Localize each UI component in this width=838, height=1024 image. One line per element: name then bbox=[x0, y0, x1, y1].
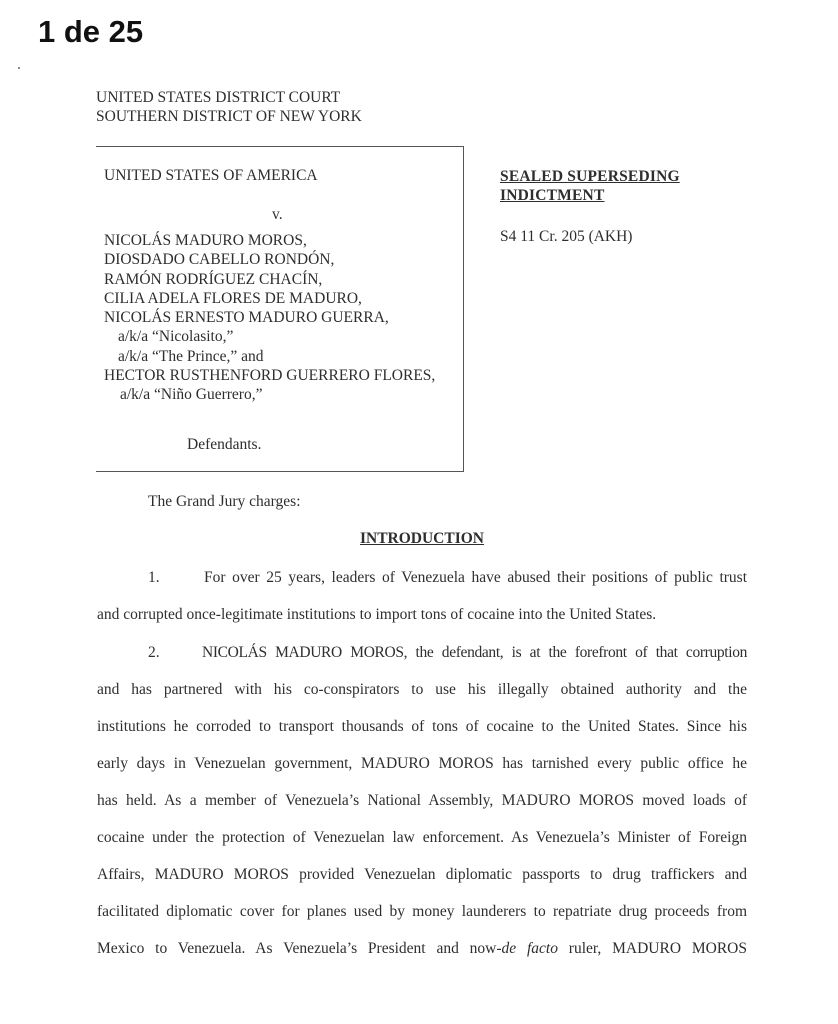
court-line: UNITED STATES DISTRICT COURT bbox=[96, 89, 341, 106]
italic-term: de facto bbox=[501, 940, 558, 957]
paragraph-line: NICOLÁS MADURO MOROS, the defendant, is at the forefront of that corruption bbox=[202, 644, 747, 661]
case-number: S4 11 Cr. 205 (AKH) bbox=[500, 228, 633, 245]
page-indicator: 1 de 25 bbox=[38, 14, 144, 49]
plaintiff: UNITED STATES OF AMERICA bbox=[104, 167, 318, 184]
defendant-line: NICOLÁS MADURO MOROS, bbox=[104, 232, 307, 249]
section-heading-text: INTRODUCTION bbox=[359, 530, 484, 547]
paragraph-line: Affairs, MADURO MOROS provided Venezuelan diplomatic passports to drug traffickers and bbox=[97, 866, 747, 883]
defendant-line: RAMÓN RODRÍGUEZ CHACÍN, bbox=[104, 270, 323, 288]
paragraph-line: and corrupted once-legitimate institutions to import tons of cocaine into the United States. bbox=[97, 606, 657, 623]
alias-line: a/k/a “Nicolasito,” bbox=[118, 328, 234, 346]
paragraph-number: 2. bbox=[148, 644, 160, 661]
court-name bbox=[96, 88, 362, 126]
paragraph-line: facilitated diplomatic cover for planes used by money launderers to repatriate drug proceeds from bbox=[97, 903, 747, 920]
section-heading bbox=[0, 530, 838, 548]
title-line: INDICTMENT bbox=[500, 187, 605, 204]
defendant-line: HECTOR RUSTHENFORD GUERRERO FLORES, bbox=[104, 367, 436, 385]
title-line: SEALED SUPERSEDING bbox=[500, 168, 680, 185]
paragraph-line: has held. As a member of Venezuela’s National Assembly, MADURO MOROS moved loads of bbox=[97, 792, 747, 809]
defendants-list bbox=[104, 231, 435, 405]
text-span: ruler, MADURO MOROS bbox=[557, 940, 747, 957]
alias-line: a/k/a “Niño Guerrero,” bbox=[120, 386, 263, 404]
paragraph-line: institutions he corroded to transport thousands of tons of cocaine to the United States. Since his bbox=[97, 718, 747, 735]
text-span: Mexico to Venezuela. As Venezuela’s President and now- bbox=[97, 940, 502, 957]
grand-jury-statement: The Grand Jury charges: bbox=[148, 493, 301, 510]
versus: v. bbox=[272, 206, 283, 223]
paragraph-line: For over 25 years, leaders of Venezuela have abused their positions of public trust bbox=[204, 569, 747, 586]
alias-line: a/k/a “The Prince,” and bbox=[118, 347, 264, 365]
paragraph-number: 1. bbox=[148, 569, 160, 586]
court-line: SOUTHERN DISTRICT OF NEW YORK bbox=[96, 108, 362, 125]
defendant-line: NICOLÁS ERNESTO MADURO GUERRA, bbox=[104, 309, 389, 327]
defendant-line: CILIA ADELA FLORES DE MADURO, bbox=[104, 289, 362, 307]
defendants-label: Defendants. bbox=[187, 436, 262, 453]
paragraph-line bbox=[97, 940, 747, 958]
paragraph-line: early days in Venezuelan government, MADURO MOROS has tarnished every public office he bbox=[97, 755, 747, 772]
scan-speck bbox=[18, 67, 20, 69]
paragraph-line: and has partnered with his co-conspirators to use his illegally obtained authority and the bbox=[97, 681, 747, 698]
document-title bbox=[500, 167, 680, 205]
defendant-line: DIOSDADO CABELLO RONDÓN, bbox=[104, 251, 335, 269]
paragraph-line: cocaine under the protection of Venezuelan law enforcement. As Venezuela’s Minister of Foreign bbox=[97, 829, 747, 846]
